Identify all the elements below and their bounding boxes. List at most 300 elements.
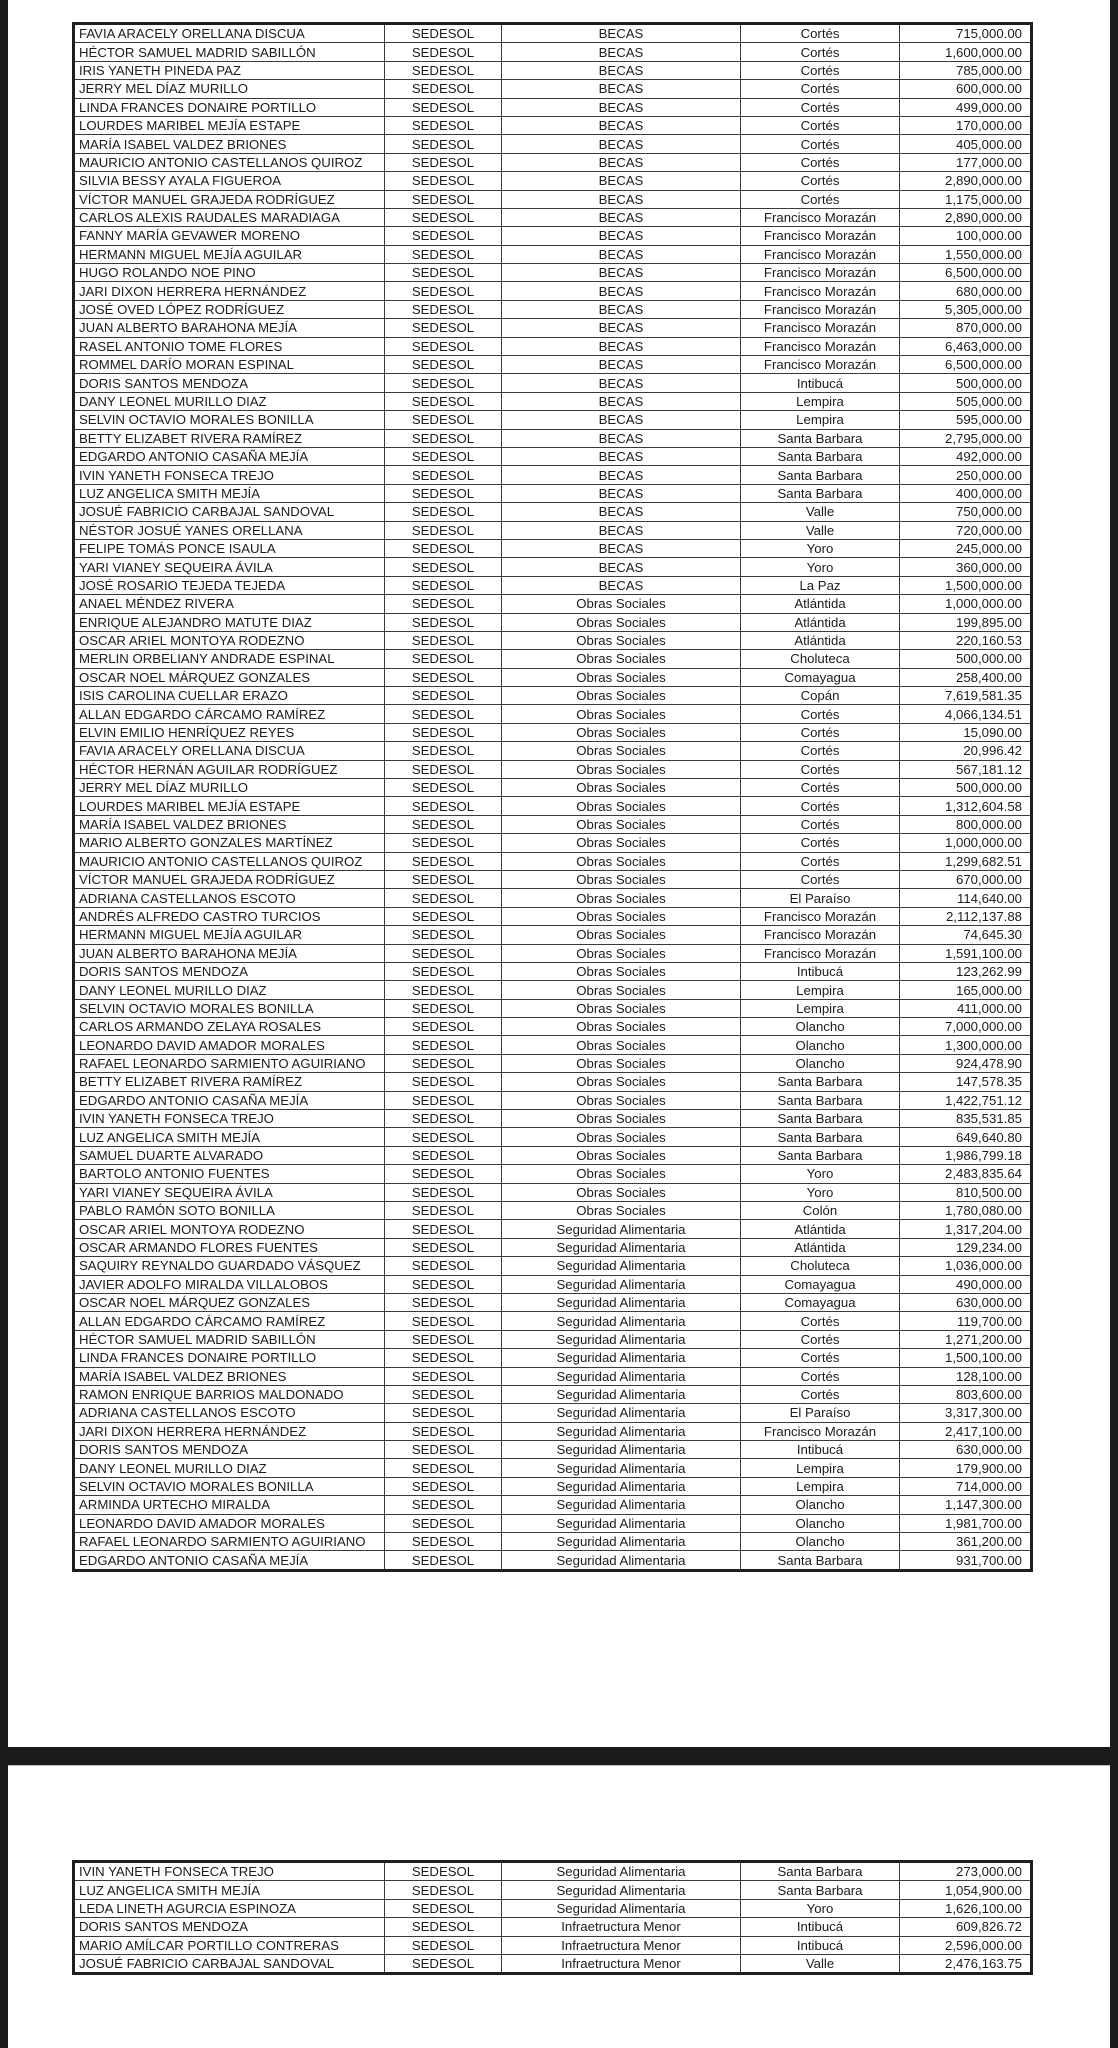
program-cell: Obras Sociales [502,1165,741,1183]
institution-cell: SEDESOL [385,907,502,925]
beneficiary-name-cell: BARTOLO ANTONIO FUENTES [74,1165,385,1183]
amount-cell: 179,900.00 [900,1459,1032,1477]
department-cell: Cortés [741,779,900,797]
amount-cell: 803,600.00 [900,1385,1032,1403]
department-cell: Cortés [741,24,900,43]
table-row [74,1238,1032,1256]
table-row [74,264,1032,282]
amount-cell: 1,986,799.18 [900,1146,1032,1164]
page-right-border [1110,0,1118,1747]
department-cell: Cortés [741,705,900,723]
table-row [74,190,1032,208]
beneficiary-name-cell: JERRY MEL DÍAZ MURILLO [74,779,385,797]
amount-cell: 2,596,000.00 [900,1936,1032,1954]
table-row [74,870,1032,888]
institution-cell: SEDESOL [385,926,502,944]
amount-cell: 199,895.00 [900,613,1032,631]
program-cell: BECAS [502,116,741,134]
amount-cell: 6,500,000.00 [900,356,1032,374]
institution-cell: SEDESOL [385,1881,502,1899]
beneficiary-name-cell: BETTY ELIZABET RIVERA RAMÍREZ [74,1073,385,1091]
program-cell: Obras Sociales [502,687,741,705]
table-row [74,337,1032,355]
institution-cell: SEDESOL [385,484,502,502]
department-cell: Santa Barbara [741,1073,900,1091]
beneficiary-name-cell: OSCAR ARMANDO FLORES FUENTES [74,1238,385,1256]
department-cell: Choluteca [741,650,900,668]
department-cell: Cortés [741,80,900,98]
amount-cell: 128,100.00 [900,1367,1032,1385]
institution-cell: SEDESOL [385,1238,502,1256]
institution-cell: SEDESOL [385,392,502,410]
amount-cell: 1,626,100.00 [900,1899,1032,1917]
department-cell: Intibucá [741,1918,900,1936]
table-row [74,1477,1032,1495]
department-cell: Atlántida [741,613,900,631]
institution-cell: SEDESOL [385,1551,502,1570]
beneficiary-name-cell: SILVIA BESSY AYALA FIGUEROA [74,172,385,190]
amount-cell: 147,578.35 [900,1073,1032,1091]
amount-cell: 405,000.00 [900,135,1032,153]
institution-cell: SEDESOL [385,1312,502,1330]
amount-cell: 505,000.00 [900,392,1032,410]
table-row [74,392,1032,410]
beneficiary-name-cell: DANY LEONEL MURILLO DIAZ [74,981,385,999]
department-cell: Francisco Morazán [741,319,900,337]
beneficiary-name-cell: ANDRÉS ALFREDO CASTRO TURCIOS [74,907,385,925]
program-cell: BECAS [502,98,741,116]
program-cell: Obras Sociales [502,926,741,944]
amount-cell: 5,305,000.00 [900,300,1032,318]
institution-cell: SEDESOL [385,1018,502,1036]
program-cell: BECAS [502,227,741,245]
department-cell: Cortés [741,723,900,741]
table-row [74,1202,1032,1220]
table-row [74,1496,1032,1514]
beneficiary-name-cell: HÉCTOR SAMUEL MADRID SABILLÓN [74,43,385,61]
program-cell: Seguridad Alimentaria [502,1404,741,1422]
amount-cell: 600,000.00 [900,80,1032,98]
table-row [74,61,1032,79]
amount-cell: 119,700.00 [900,1312,1032,1330]
department-cell: Colón [741,1202,900,1220]
amount-cell: 2,483,835.64 [900,1165,1032,1183]
program-cell: Obras Sociales [502,1146,741,1164]
department-cell: Olancho [741,1036,900,1054]
program-cell: BECAS [502,24,741,43]
program-cell: Obras Sociales [502,668,741,686]
program-cell: BECAS [502,374,741,392]
beneficiary-name-cell: LEONARDO DAVID AMADOR MORALES [74,1036,385,1054]
table-row [74,815,1032,833]
department-cell: Francisco Morazán [741,944,900,962]
amount-cell: 1,175,000.00 [900,190,1032,208]
beneficiary-name-cell: SAQUIRY REYNALDO GUARDADO VÁSQUEZ [74,1257,385,1275]
beneficiary-name-cell: FANNY MARÍA GEVAWER MORENO [74,227,385,245]
beneficiary-name-cell: LUZ ANGELICA SMITH MEJÍA [74,1128,385,1146]
department-cell: Lempira [741,1459,900,1477]
table-row [74,1257,1032,1275]
department-cell: Yoro [741,1899,900,1917]
table-row [74,208,1032,226]
beneficiary-name-cell: FAVIA ARACELY ORELLANA DISCUA [74,24,385,43]
amount-cell: 715,000.00 [900,24,1032,43]
program-cell: Seguridad Alimentaria [502,1422,741,1440]
beneficiary-name-cell: IVIN YANETH FONSECA TREJO [74,1862,385,1881]
department-cell: Yoro [741,1183,900,1201]
program-cell: Infraetructura Menor [502,1936,741,1954]
program-cell: BECAS [502,135,741,153]
table-row [74,1514,1032,1532]
amount-cell: 2,890,000.00 [900,172,1032,190]
allocations-table-page-1 [72,22,1033,1572]
program-cell: Obras Sociales [502,834,741,852]
beneficiary-name-cell: VÍCTOR MANUEL GRAJEDA RODRÍGUEZ [74,870,385,888]
program-cell: BECAS [502,576,741,594]
program-cell: Obras Sociales [502,907,741,925]
program-cell: Obras Sociales [502,1183,741,1201]
institution-cell: SEDESOL [385,668,502,686]
department-cell: Cortés [741,135,900,153]
department-cell: Cortés [741,98,900,116]
institution-cell: SEDESOL [385,1954,502,1973]
allocations-table-page-2 [72,1860,1033,1975]
beneficiary-name-cell: LOURDES MARIBEL MEJÍA ESTAPE [74,797,385,815]
department-cell: Lempira [741,981,900,999]
institution-cell: SEDESOL [385,24,502,43]
institution-cell: SEDESOL [385,300,502,318]
amount-cell: 670,000.00 [900,870,1032,888]
institution-cell: SEDESOL [385,981,502,999]
beneficiary-name-cell: ARMINDA URTECHO MIRALDA [74,1496,385,1514]
department-cell: Atlántida [741,631,900,649]
table-row [74,687,1032,705]
amount-cell: 1,600,000.00 [900,43,1032,61]
beneficiary-name-cell: LOURDES MARIBEL MEJÍA ESTAPE [74,116,385,134]
institution-cell: SEDESOL [385,61,502,79]
amount-cell: 1,271,200.00 [900,1330,1032,1348]
department-cell: Intibucá [741,1441,900,1459]
program-cell: Seguridad Alimentaria [502,1533,741,1551]
beneficiary-name-cell: EDGARDO ANTONIO CASAÑA MEJÍA [74,1091,385,1109]
table-row [74,613,1032,631]
table-row [74,1091,1032,1109]
beneficiary-name-cell: ALLAN EDGARDO CÁRCAMO RAMÍREZ [74,705,385,723]
amount-cell: 20,996.42 [900,742,1032,760]
beneficiary-name-cell: JOSUÉ FABRICIO CARBAJAL SANDOVAL [74,1954,385,1973]
amount-cell: 7,619,581.35 [900,687,1032,705]
department-cell: Cortés [741,172,900,190]
program-cell: Seguridad Alimentaria [502,1330,741,1348]
table-row [74,1899,1032,1917]
table-row [74,1018,1032,1036]
institution-cell: SEDESOL [385,1862,502,1881]
beneficiary-name-cell: CARLOS ARMANDO ZELAYA ROSALES [74,1018,385,1036]
page-right-border-2 [1110,1765,1118,2048]
amount-cell: 360,000.00 [900,558,1032,576]
department-cell: Intibucá [741,374,900,392]
beneficiary-name-cell: JUAN ALBERTO BARAHONA MEJÍA [74,319,385,337]
beneficiary-name-cell: JARI DIXON HERRERA HERNÁNDEZ [74,282,385,300]
program-cell: Obras Sociales [502,723,741,741]
institution-cell: SEDESOL [385,1073,502,1091]
institution-cell: SEDESOL [385,1330,502,1348]
department-cell: Cortés [741,870,900,888]
beneficiary-name-cell: YARI VIANEY SEQUEIRA ÁVILA [74,558,385,576]
table-row [74,227,1032,245]
institution-cell: SEDESOL [385,116,502,134]
amount-cell: 1,550,000.00 [900,245,1032,263]
beneficiary-name-cell: DORIS SANTOS MENDOZA [74,374,385,392]
program-cell: BECAS [502,61,741,79]
beneficiary-name-cell: RAMON ENRIQUE BARRIOS MALDONADO [74,1385,385,1403]
institution-cell: SEDESOL [385,760,502,778]
table-row [74,705,1032,723]
program-cell: BECAS [502,356,741,374]
table-row [74,834,1032,852]
table-row [74,24,1032,43]
table-row [74,503,1032,521]
institution-cell: SEDESOL [385,245,502,263]
department-cell: La Paz [741,576,900,594]
department-cell: Atlántida [741,1238,900,1256]
program-cell: Seguridad Alimentaria [502,1496,741,1514]
program-cell: Obras Sociales [502,1128,741,1146]
program-cell: Obras Sociales [502,1091,741,1109]
program-cell: BECAS [502,282,741,300]
amount-cell: 1,300,000.00 [900,1036,1032,1054]
table-row [74,1110,1032,1128]
department-cell: Intibucá [741,1936,900,1954]
beneficiary-name-cell: LUZ ANGELICA SMITH MEJÍA [74,1881,385,1899]
amount-cell: 1,147,300.00 [900,1496,1032,1514]
table-row [74,1054,1032,1072]
department-cell: Comayagua [741,1275,900,1293]
beneficiary-name-cell: FAVIA ARACELY ORELLANA DISCUA [74,742,385,760]
amount-cell: 870,000.00 [900,319,1032,337]
beneficiary-name-cell: ROMMEL DARÍO MORAN ESPINAL [74,356,385,374]
program-cell: Infraetructura Menor [502,1918,741,1936]
table-row [74,1404,1032,1422]
beneficiary-name-cell: LUZ ANGELICA SMITH MEJÍA [74,484,385,502]
institution-cell: SEDESOL [385,999,502,1017]
table-row [74,319,1032,337]
program-cell: BECAS [502,521,741,539]
department-cell: Olancho [741,1533,900,1551]
amount-cell: 490,000.00 [900,1275,1032,1293]
beneficiary-name-cell: HERMANN MIGUEL MEJÍA AGUILAR [74,245,385,263]
department-cell: Lempira [741,411,900,429]
institution-cell: SEDESOL [385,539,502,557]
program-cell: Obras Sociales [502,797,741,815]
program-cell: Seguridad Alimentaria [502,1441,741,1459]
table-row [74,411,1032,429]
page-break-bar [0,1747,1118,1765]
amount-cell: 649,640.80 [900,1128,1032,1146]
program-cell: Seguridad Alimentaria [502,1275,741,1293]
department-cell: Lempira [741,392,900,410]
table-row [74,484,1032,502]
amount-cell: 630,000.00 [900,1441,1032,1459]
table-row [74,429,1032,447]
program-cell: BECAS [502,392,741,410]
institution-cell: SEDESOL [385,815,502,833]
program-cell: Obras Sociales [502,1110,741,1128]
beneficiary-name-cell: MARIO AMÍLCAR PORTILLO CONTRERAS [74,1936,385,1954]
beneficiary-name-cell: ELVIN EMILIO HENRÍQUEZ REYES [74,723,385,741]
table-row [74,1422,1032,1440]
program-cell: Seguridad Alimentaria [502,1459,741,1477]
beneficiary-name-cell: DORIS SANTOS MENDOZA [74,962,385,980]
institution-cell: SEDESOL [385,852,502,870]
beneficiary-name-cell: IVIN YANETH FONSECA TREJO [74,1110,385,1128]
institution-cell: SEDESOL [385,558,502,576]
program-cell: BECAS [502,172,741,190]
beneficiary-name-cell: EDGARDO ANTONIO CASAÑA MEJÍA [74,447,385,465]
program-cell: Seguridad Alimentaria [502,1862,741,1881]
table-row [74,116,1032,134]
program-cell: Obras Sociales [502,779,741,797]
institution-cell: SEDESOL [385,43,502,61]
table-row [74,981,1032,999]
program-cell: BECAS [502,337,741,355]
amount-cell: 400,000.00 [900,484,1032,502]
department-cell: Valle [741,503,900,521]
institution-cell: SEDESOL [385,503,502,521]
department-cell: Cortés [741,760,900,778]
institution-cell: SEDESOL [385,282,502,300]
table-row [74,1862,1032,1881]
department-cell: Francisco Morazán [741,245,900,263]
table-row [74,356,1032,374]
table-row [74,1533,1032,1551]
institution-cell: SEDESOL [385,1128,502,1146]
department-cell: Santa Barbara [741,1862,900,1881]
program-cell: Infraetructura Menor [502,1954,741,1973]
institution-cell: SEDESOL [385,153,502,171]
amount-cell: 931,700.00 [900,1551,1032,1570]
institution-cell: SEDESOL [385,1275,502,1293]
beneficiary-name-cell: SAMUEL DUARTE ALVARADO [74,1146,385,1164]
department-cell: Cortés [741,1385,900,1403]
table-row [74,539,1032,557]
table-row [74,1441,1032,1459]
amount-cell: 1,500,100.00 [900,1349,1032,1367]
amount-cell: 720,000.00 [900,521,1032,539]
beneficiary-name-cell: RAFAEL LEONARDO SARMIENTO AGUIRIANO [74,1054,385,1072]
table-row [74,1220,1032,1238]
institution-cell: SEDESOL [385,834,502,852]
beneficiary-name-cell: IRIS YANETH PINEDA PAZ [74,61,385,79]
amount-cell: 630,000.00 [900,1293,1032,1311]
program-cell: Obras Sociales [502,852,741,870]
amount-cell: 129,234.00 [900,1238,1032,1256]
amount-cell: 835,531.85 [900,1110,1032,1128]
program-cell: Obras Sociales [502,1073,741,1091]
beneficiary-name-cell: ALLAN EDGARDO CÁRCAMO RAMÍREZ [74,1312,385,1330]
amount-cell: 15,090.00 [900,723,1032,741]
table-row [74,558,1032,576]
institution-cell: SEDESOL [385,227,502,245]
department-cell: Francisco Morazán [741,300,900,318]
beneficiary-name-cell: DANY LEONEL MURILLO DIAZ [74,392,385,410]
amount-cell: 250,000.00 [900,466,1032,484]
amount-cell: 2,112,137.88 [900,907,1032,925]
department-cell: Francisco Morazán [741,282,900,300]
department-cell: Comayagua [741,1293,900,1311]
amount-cell: 1,000,000.00 [900,595,1032,613]
institution-cell: SEDESOL [385,1496,502,1514]
institution-cell: SEDESOL [385,1459,502,1477]
institution-cell: SEDESOL [385,687,502,705]
institution-cell: SEDESOL [385,1257,502,1275]
beneficiary-name-cell: JOSÉ ROSARIO TEJEDA TEJEDA [74,576,385,594]
department-cell: Copán [741,687,900,705]
department-cell: Santa Barbara [741,466,900,484]
institution-cell: SEDESOL [385,1054,502,1072]
amount-cell: 1,422,751.12 [900,1091,1032,1109]
beneficiary-name-cell: MARÍA ISABEL VALDEZ BRIONES [74,1367,385,1385]
program-cell: Obras Sociales [502,1054,741,1072]
beneficiary-name-cell: RASEL ANTONIO TOME FLORES [74,337,385,355]
program-cell: Obras Sociales [502,944,741,962]
institution-cell: SEDESOL [385,705,502,723]
table-row [74,245,1032,263]
beneficiary-name-cell: EDGARDO ANTONIO CASAÑA MEJÍA [74,1551,385,1570]
department-cell: Cortés [741,742,900,760]
program-cell: BECAS [502,190,741,208]
amount-cell: 2,417,100.00 [900,1422,1032,1440]
table-row [74,1293,1032,1311]
table-row [74,1128,1032,1146]
beneficiary-name-cell: SELVIN OCTAVIO MORALES BONILLA [74,1477,385,1495]
table-row [74,521,1032,539]
table-row [74,595,1032,613]
beneficiary-name-cell: JARI DIXON HERRERA HERNÁNDEZ [74,1422,385,1440]
program-cell: Seguridad Alimentaria [502,1349,741,1367]
amount-cell: 1,054,900.00 [900,1881,1032,1899]
department-cell: Atlántida [741,595,900,613]
program-cell: BECAS [502,503,741,521]
department-cell: Francisco Morazán [741,227,900,245]
program-cell: BECAS [502,484,741,502]
department-cell: Cortés [741,834,900,852]
program-cell: Seguridad Alimentaria [502,1367,741,1385]
institution-cell: SEDESOL [385,944,502,962]
department-cell: Santa Barbara [741,1146,900,1164]
department-cell: Francisco Morazán [741,356,900,374]
program-cell: Seguridad Alimentaria [502,1312,741,1330]
table-row [74,374,1032,392]
department-cell: Santa Barbara [741,1551,900,1570]
table-row [74,1330,1032,1348]
beneficiary-name-cell: NÉSTOR JOSUÉ YANES ORELLANA [74,521,385,539]
institution-cell: SEDESOL [385,1349,502,1367]
institution-cell: SEDESOL [385,190,502,208]
amount-cell: 750,000.00 [900,503,1032,521]
amount-cell: 74,645.30 [900,926,1032,944]
beneficiary-name-cell: OSCAR ARIEL MONTOYA RODEZNO [74,631,385,649]
program-cell: BECAS [502,411,741,429]
beneficiary-name-cell: ADRIANA CASTELLANOS ESCOTO [74,889,385,907]
program-cell: BECAS [502,153,741,171]
institution-cell: SEDESOL [385,613,502,631]
department-cell: Cortés [741,153,900,171]
page-left-border-2 [0,1765,8,2048]
page-break-line [0,1765,1118,1766]
table-row [74,631,1032,649]
program-cell: BECAS [502,300,741,318]
